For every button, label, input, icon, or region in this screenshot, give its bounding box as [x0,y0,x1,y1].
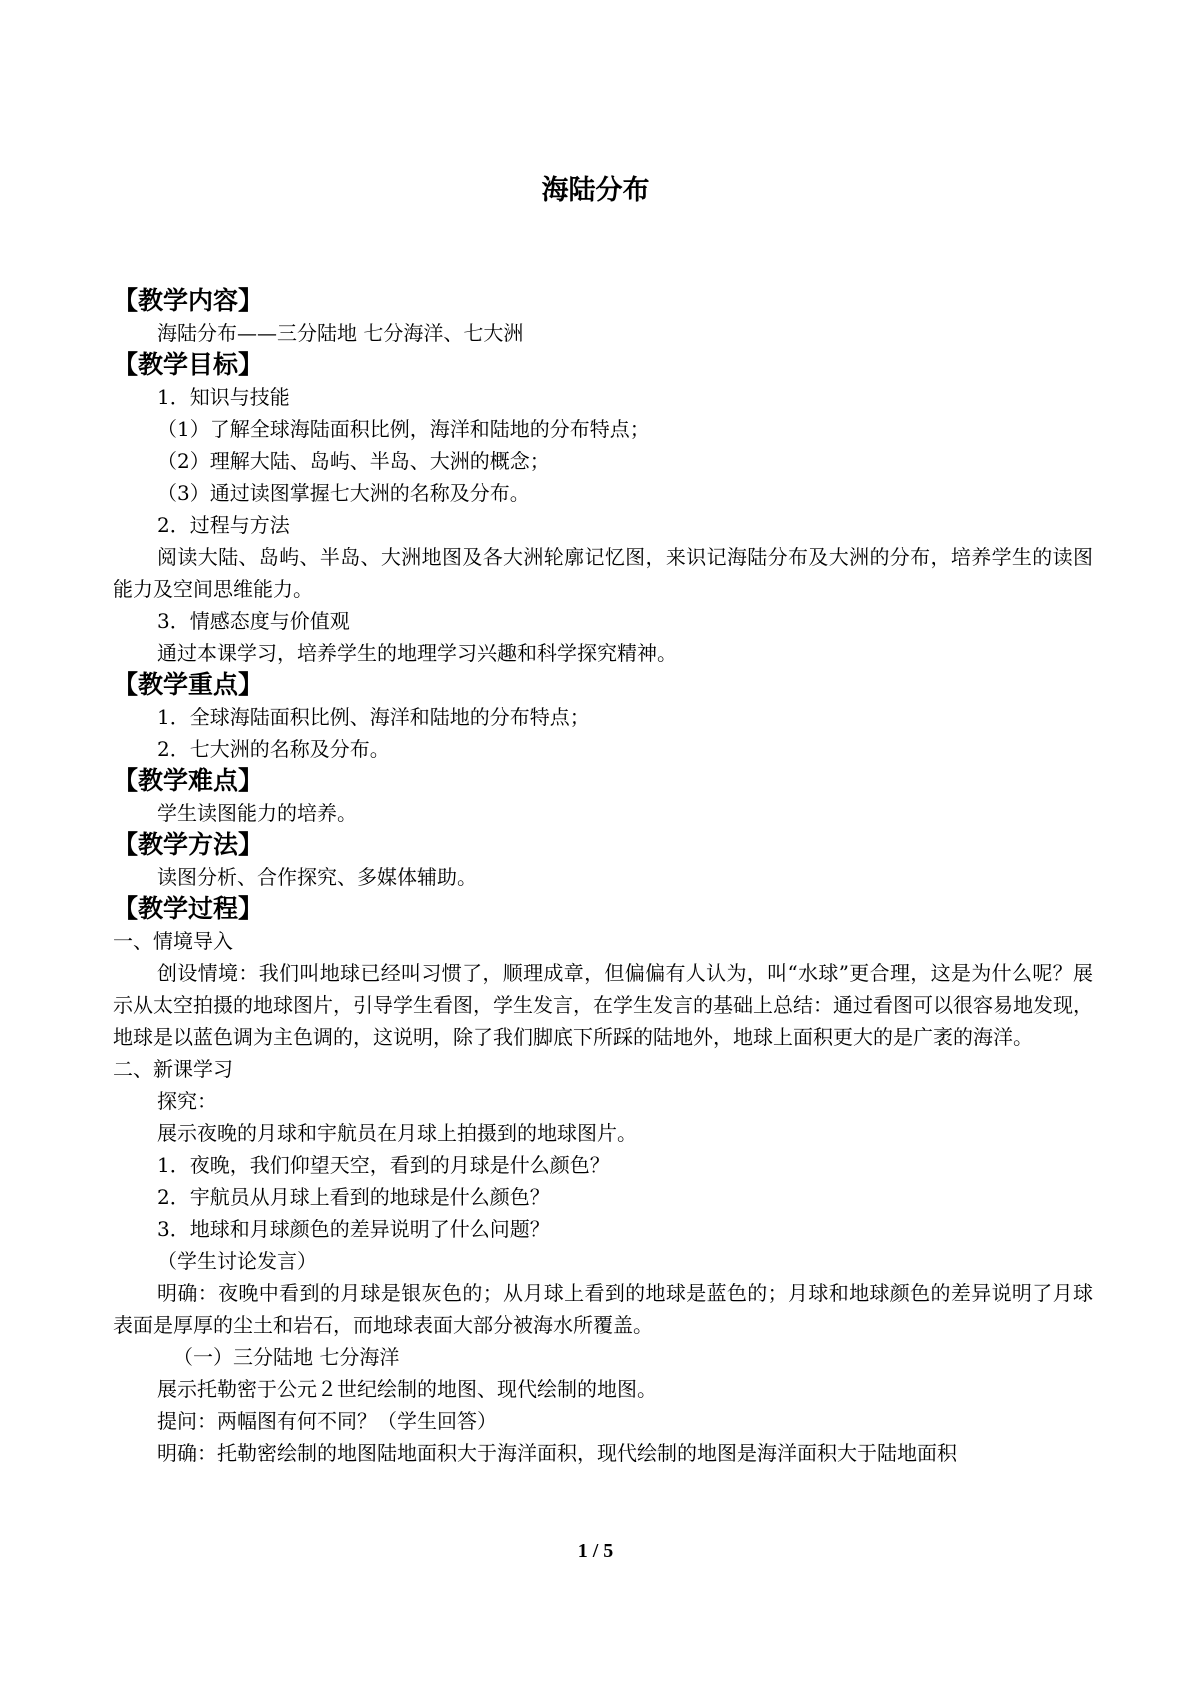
goals-item-3: （3）通过读图掌握七大洲的名称及分布。 [157,481,530,505]
page-number: 1 / 5 [577,1540,614,1562]
section-heading-method: 【教学方法】 [113,830,264,859]
section-heading-goals: 【教学目标】 [113,350,264,379]
process-part-2-title: 二、新课学习 [113,1057,233,1081]
question-3: 3．地球和月球颜色的差异说明了什么问题？ [157,1217,550,1241]
clarify-paragraph-2: 明确：托勒密绘制的地图陆地面积大于海洋面积，现代绘制的地图是海洋面积大于陆地面积 [157,1441,957,1465]
process-part-1-paragraph: 创设情境：我们叫地球已经叫习惯了，顺理成章，但偏偏有人认为，叫“水球”更合理，这是为什么呢？展示从太空拍摄的地球图片，引导学生看图，学生发言，在学生发言的基础上总结：通过看图可以很容易地发现，地球是以蓝色调为主色调的，这说明，除了我们脚底下所踩的陆地外，地球上面积更大的是广袤的海洋。 [113,961,1093,1049]
goals-paragraph-2: 阅读大陆、岛屿、半岛、大洲地图及各大洲轮廓记忆图，来识记海陆分布及大洲的分布，培养学生的读图能力及空间思维能力。 [113,545,1093,601]
question-1: 1．夜晚，我们仰望天空，看到的月球是什么颜色？ [157,1153,610,1177]
section-heading-content: 【教学内容】 [113,286,264,315]
show-moon-earth: 展示夜晚的月球和宇航员在月球上拍摄到的地球图片。 [157,1121,637,1145]
key-point-2: 2．七大洲的名称及分布。 [157,737,390,761]
section-heading-key-points: 【教学重点】 [113,670,264,699]
question-prompt: 提问：两幅图有何不同？（学生回答） [157,1409,497,1433]
section-heading-process: 【教学过程】 [113,894,264,923]
clarify-paragraph-1: 明确：夜晚中看到的月球是银灰色的；从月球上看到的地球是蓝色的；月球和地球颜色的差异说明了月球表面是厚厚的尘土和岩石，而地球表面大部分被海水所覆盖。 [113,1281,1093,1337]
goals-item-1: （1）了解全球海陆面积比例，海洋和陆地的分布特点； [157,417,650,441]
question-2: 2．宇航员从月球上看到的地球是什么颜色？ [157,1185,550,1209]
difficulty-text: 学生读图能力的培养。 [157,801,357,825]
section-heading-difficulty: 【教学难点】 [113,766,264,795]
content-text: 海陆分布——三分陆地 七分海洋、七大洲 [157,321,524,345]
goals-subheading-3: 3．情感态度与价值观 [157,609,350,633]
goals-item-2: （2）理解大陆、岛屿、半岛、大洲的概念； [157,449,550,473]
document-title: 海陆分布 [541,175,650,206]
key-point-1: 1．全球海陆面积比例、海洋和陆地的分布特点； [157,705,590,729]
document-body [113,285,1093,1469]
student-discussion: （学生讨论发言） [157,1249,317,1273]
subsection-title: （一）三分陆地 七分海洋 [173,1345,400,1369]
goals-paragraph-3: 通过本课学习，培养学生的地理学习兴趣和科学探究精神。 [157,641,677,665]
process-part-1-title: 一、情境导入 [113,929,233,953]
show-maps: 展示托勒密于公元２世纪绘制的地图、现代绘制的地图。 [157,1377,657,1401]
explore-label: 探究： [157,1089,217,1113]
method-text: 读图分析、合作探究、多媒体辅助。 [157,865,477,889]
goals-subheading-2: 2．过程与方法 [157,513,290,537]
goals-subheading-1: 1．知识与技能 [157,385,290,409]
